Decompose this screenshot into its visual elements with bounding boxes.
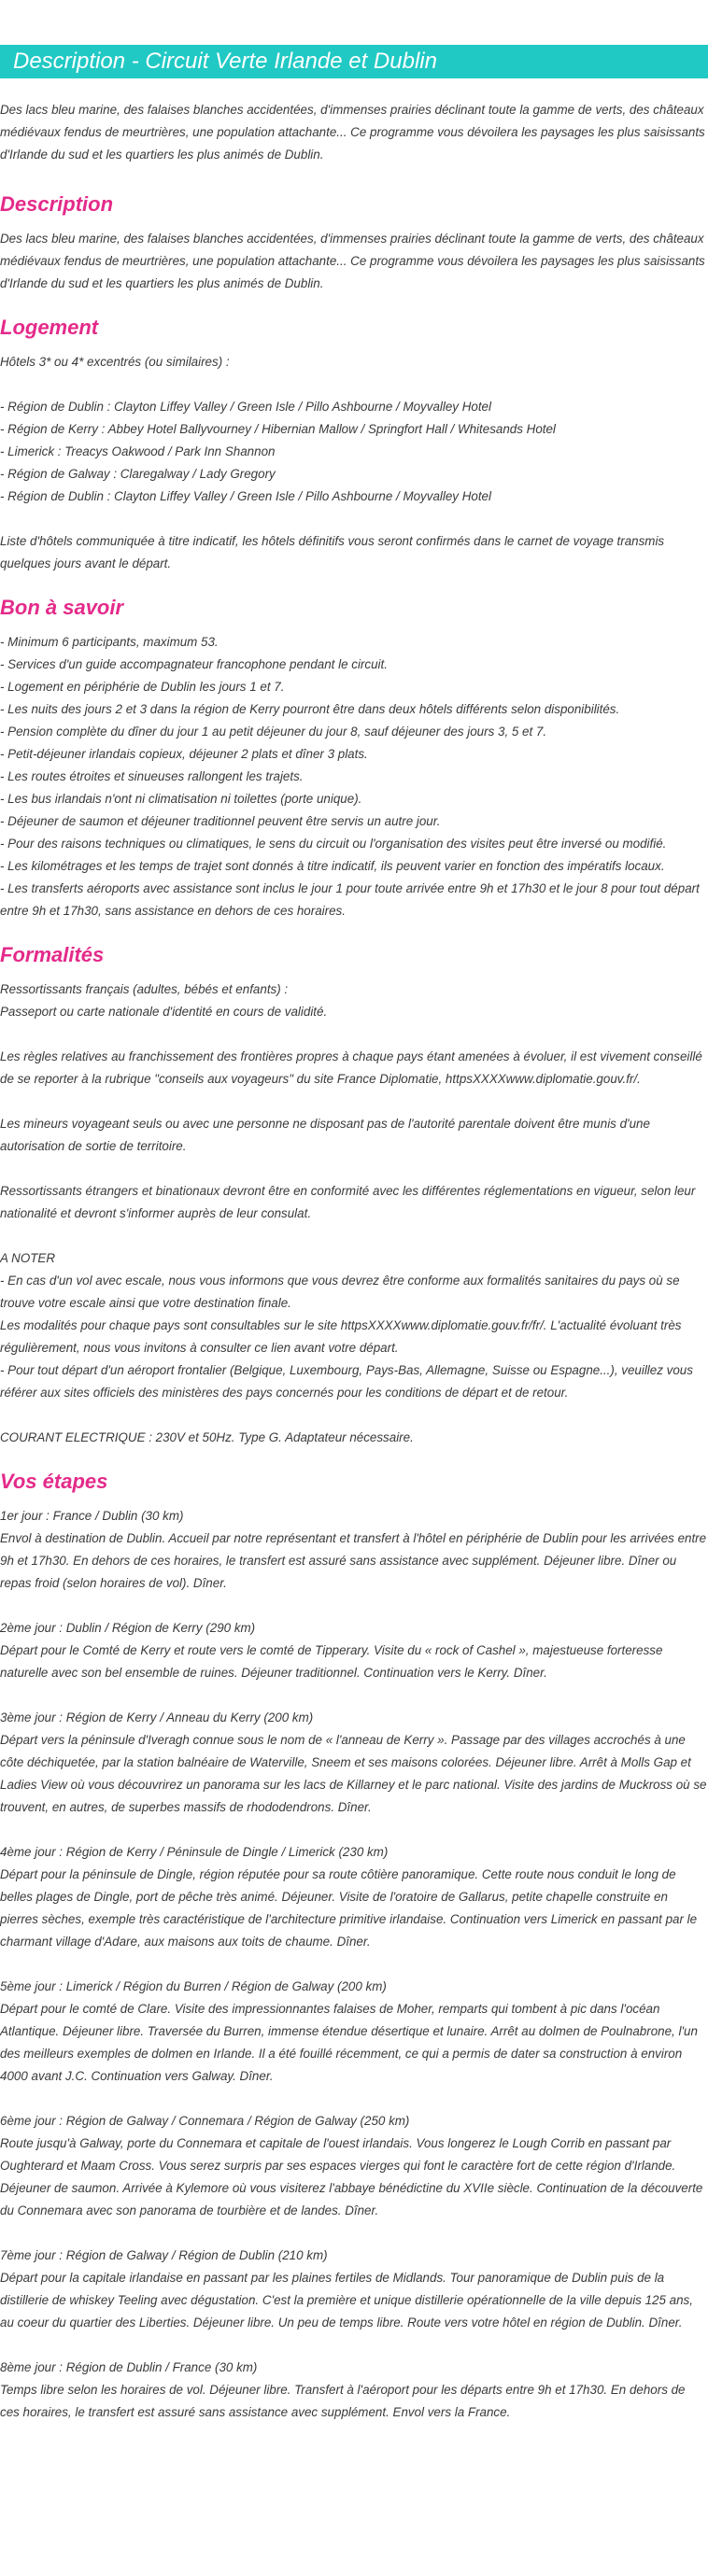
info-line: - Les nuits des jours 2 et 3 dans la région de Kerry pourront être dans deux hôtels différents selon disponibilités.	[0, 702, 620, 716]
hotel-line: - Région de Dublin : Clayton Liffey Valley / Green Isle / Pillo Ashbourne / Moyvalley Hotel	[0, 400, 491, 414]
step-title: 6ème jour : Région de Galway / Connemara / Région de Galway (250 km)	[0, 2114, 410, 2128]
info-line: - Les bus irlandais n'ont ni climatisation ni toilettes (porte unique).	[0, 792, 362, 806]
step-text: Départ pour le comté de Clare. Visite des impressionnantes falaises de Moher, remparts qui tombent à pic dans l'océan Atlantique. Déjeuner libre. Traversée du Burren, immense étendue désertique et lunaire. Arrêt au dolmen de Poulnabrone, l'un des meilleurs exemples de dolmen en Irlande. Il a été fouillé récemment, ce qui a permis de dater sa construction à environ 4000 avant J.C. Continuation vers Galway. Dîner.	[0, 2002, 698, 2083]
formalites-section	[0, 941, 708, 1449]
step-text: Départ vers la péninsule d'Iveragh connue sous le nom de « l'anneau de Kerry ». Passage par des villages accrochés à une côte déchiquetée, par la station balnéaire de Waterville, Sneem et ses maisons colorées. Déjeuner libre. Arrêt à Molls Gap et Ladies View où vous découvrirez un panorama sur les lacs de Killarney et le parc national. Visite des jardins de Muckross où se trouvent, en autres, de superbes massifs de rhododendrons. Dîner.	[0, 1733, 707, 1814]
hotel-line: - Région de Dublin : Clayton Liffey Valley / Green Isle / Pillo Ashbourne / Moyvalley Hotel	[0, 489, 491, 503]
hotel-note: Liste d'hôtels communiquée à titre indicatif, les hôtels définitifs vous seront confirmés dans le carnet de voyage transmis quelques jours avant le départ.	[0, 534, 665, 570]
formalites-line: Les mineurs voyageant seuls ou avec une personne ne disposant pas de l'autorité parentale doivent être munis d'une autorisation de sortie de territoire.	[0, 1117, 650, 1153]
step-title: 5ème jour : Limerick / Région du Burren / Région de Galway (200 km)	[0, 1979, 387, 1993]
formalites-line: Les modalités pour chaque pays sont consultables sur le site httpsXXXXwww.diplomatie.gouv.fr/fr/. L'actualité évoluant très régulièrement, nous vous invitons à consulter ce lien avant votre départ.	[0, 1318, 682, 1355]
step-title: 8ème jour : Région de Dublin / France (30 km)	[0, 2360, 258, 2374]
step-item	[0, 2245, 708, 2334]
step-title: 3ème jour : Région de Kerry / Anneau du Kerry (200 km)	[0, 1710, 314, 1724]
step-title: 7ème jour : Région de Galway / Région de Dublin (210 km)	[0, 2248, 328, 2262]
info-line: - Déjeuner de saumon et déjeuner traditionnel peuvent être servis un autre jour.	[0, 814, 441, 828]
step-text: Départ pour la capitale irlandaise en passant par les plaines fertiles de Midlands. Tour panoramique de Dublin puis de la distillerie de whiskey Teeling avec dégustation. C'est la première et unique distillerie opérationnelle de la ville depuis 125 ans, au coeur du quartier des Liberties. Déjeuner libre. Un peu de temps libre. Route vers votre hôtel en région de Dublin. Dîner.	[0, 2271, 693, 2330]
info-line: - Minimum 6 participants, maximum 53.	[0, 635, 219, 649]
hotel-line: - Région de Kerry : Abbey Hotel Ballyvourney / Hibernian Mallow / Springfort Hall / Whitesands Hotel	[0, 422, 556, 436]
info-line: - Les routes étroites et sinueuses rallongent les trajets.	[0, 769, 304, 783]
formalites-line: COURANT ELECTRIQUE : 230V et 50Hz. Type G. Adaptateur nécessaire.	[0, 1430, 414, 1444]
formalites-paragraph	[0, 1247, 708, 1404]
formalites-paragraph	[0, 978, 708, 1023]
step-item	[0, 1976, 708, 2088]
hotel-line: - Région de Galway : Claregalway / Lady Gregory	[0, 467, 276, 481]
step-title: 1er jour : France / Dublin (30 km)	[0, 1509, 184, 1523]
hotel-line: - Limerick : Treacys Oakwood / Park Inn Shannon	[0, 444, 276, 458]
step-text: Départ pour le Comté de Kerry et route vers le comté de Tipperary. Visite du « rock of Cashel », majestueuse forteresse naturelle avec son bel ensemble de ruines. Déjeuner traditionnel. Continuation vers le Kerry. Dîner.	[0, 1643, 663, 1680]
formalites-line: A NOTER	[0, 1251, 56, 1265]
intro-paragraph: Des lacs bleu marine, des falaises blanches accidentées, d'immenses prairies déclinant toute la gamme de verts, des châteaux médiévaux fendus de meurtrières, une population attachante... Ce programme vous dévoilera les paysages les plus saisissants d'Irlande du sud et les quartiers les plus animés de Dublin.	[0, 103, 705, 162]
formalites-line: - En cas d'un vol avec escale, nous vous informons que vous devrez être conforme aux formalités sanitaires du pays où se trouve votre escale ainsi que votre destination finale.	[0, 1274, 680, 1310]
etapes-heading: Vos étapes	[0, 1470, 108, 1493]
formalites-line: Les règles relatives au franchissement des frontières propres à chaque pays étant amenées à évoluer, il est vivement conseillé de se reporter à la rubrique "conseils aux voyageurs" du site France Diplomatie, httpsXXXXwww.diplomatie.gouv.fr/.	[0, 1049, 702, 1086]
step-item	[0, 1841, 708, 1953]
formalites-heading: Formalités	[0, 943, 105, 966]
formalites-paragraph	[0, 1113, 708, 1158]
info-line: - Pension complète du dîner du jour 1 au petit déjeuner du jour 8, sauf déjeuner des jours 3, 5 et 7.	[0, 725, 547, 739]
hotel-list	[0, 396, 708, 508]
info-line: - Les kilométrages et les temps de trajet sont donnés à titre indicatif, ils peuvent varier en fonction des impératifs locaux.	[0, 859, 665, 873]
description-section	[0, 190, 708, 295]
step-text: Envol à destination de Dublin. Accueil par notre représentant et transfert à l'hôtel en périphérie de Dublin pour les arrivées entre 9h et 17h30. En dehors de ces horaires, le transfert est assuré sans assistance avec supplément. Déjeuner libre. Dîner ou repas froid (selon horaires de vol). Dîner.	[0, 1531, 707, 1590]
step-text: Temps libre selon les horaires de vol. Déjeuner libre. Transfert à l'aéroport pour les départs entre 9h et 17h30. En dehors de ces horaires, le transfert est assuré sans assistance avec supplément. Envol vers la France.	[0, 2383, 686, 2419]
formalites-paragraph	[0, 1427, 708, 1449]
etapes-section	[0, 1468, 708, 2424]
formalites-line: - Pour tout départ d'un aéroport frontalier (Belgique, Luxembourg, Pays-Bas, Allemagne, Suisse ou Espagne...), veuillez vous référer aux sites officiels des ministères des pays concernés pour les conditions de départ et de retour.	[0, 1363, 693, 1400]
bon-a-savoir-list	[0, 631, 708, 922]
step-text: Route jusqu'à Galway, porte du Connemara et capitale de l'ouest irlandais. Vous longerez le Lough Corrib en passant par Oughterard et Maam Cross. Vous serez surpris par ses espaces vierges qui font le caractère fort de cette région d'Irlande. Déjeuner de saumon. Arrivée à Kylemore où vous visiterez l'abbaye bénédictine du XVIIe siècle. Continuation de la découverte du Connemara avec son panorama de tourbière et de landes. Dîner.	[0, 2136, 703, 2217]
page-title: Description - Circuit Verte Irlande et Dublin	[0, 45, 708, 78]
formalites-line: Passeport ou carte nationale d'identité en cours de validité.	[0, 1005, 328, 1019]
formalites-paragraph	[0, 1180, 708, 1225]
bon-a-savoir-section	[0, 594, 708, 922]
info-line: - Pour des raisons techniques ou climatiques, le sens du circuit ou l'organisation des visites peut être inversé ou modifié.	[0, 837, 667, 851]
step-title: 4ème jour : Région de Kerry / Péninsule de Dingle / Limerick (230 km)	[0, 1845, 389, 1859]
step-text: Départ pour la péninsule de Dingle, région réputée pour sa route côtière panoramique. Cette route nous conduit le long de belles plages de Dingle, port de pêche très animé. Déjeuner. Visite de l'oratoire de Gallarus, petite chapelle construite en pierres sèches, exemple très caractéristique de l'architecture primitive irlandaise. Continuation vers Limerick en passant par le charmant village d'Adare, aux maisons aux toits de chaume. Dîner.	[0, 1867, 698, 1949]
info-line: - Services d'un guide accompagnateur francophone pendant le circuit.	[0, 657, 388, 671]
description-heading: Description	[0, 192, 114, 216]
step-item	[0, 2110, 708, 2222]
step-item	[0, 2357, 708, 2424]
info-line: - Logement en périphérie de Dublin les jours 1 et 7.	[0, 680, 285, 694]
formalites-line: Ressortissants étrangers et binationaux devront être en conformité avec les différentes réglementations en vigueur, selon leur nationalité et devront s'informer auprès de leur consulat.	[0, 1184, 696, 1220]
formalites-line: Ressortissants français (adultes, bébés et enfants) :	[0, 982, 289, 996]
description-text: Des lacs bleu marine, des falaises blanches accidentées, d'immenses prairies déclinant toute la gamme de verts, des châteaux médiévaux fendus de meurtrières, une population attachante... Ce programme vous dévoilera les paysages les plus saisissants d'Irlande du sud et les quartiers les plus animés de Dublin.	[0, 232, 705, 290]
bon-a-savoir-heading: Bon à savoir	[0, 596, 124, 619]
step-item	[0, 1505, 708, 1595]
formalites-paragraph	[0, 1046, 708, 1091]
step-item	[0, 1707, 708, 1819]
logement-section	[0, 314, 708, 575]
hotels-intro: Hôtels 3* ou 4* excentrés (ou similaires) :	[0, 355, 230, 369]
step-item	[0, 1617, 708, 1684]
info-line: - Les transferts aéroports avec assistance sont inclus le jour 1 pour toute arrivée entre 9h et 17h30 et le jour 8 pour tout départ entre 9h et 17h30, sans assistance en dehors de ces horaires.	[0, 881, 700, 918]
step-title: 2ème jour : Dublin / Région de Kerry (290 km)	[0, 1621, 256, 1635]
logement-heading: Logement	[0, 316, 99, 339]
info-line: - Petit-déjeuner irlandais copieux, déjeuner 2 plats et dîner 3 plats.	[0, 747, 368, 761]
